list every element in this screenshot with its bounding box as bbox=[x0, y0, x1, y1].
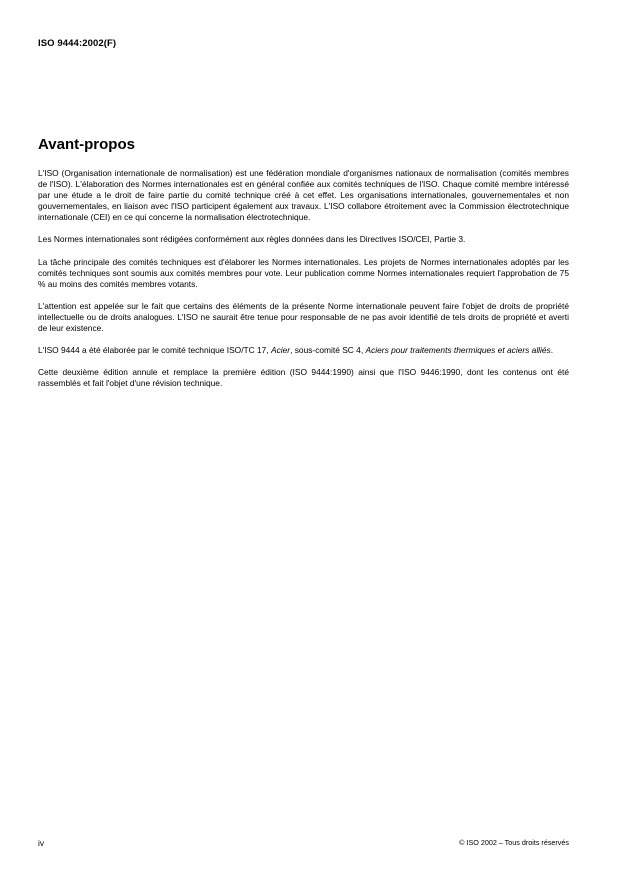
paragraph-iso-organisation: L'ISO (Organisation internationale de normalisation) est une fédération mondiale d'organismes nationaux de normalisation (comités membres de l'ISO). L'élaboration des Normes internationales est en général confiée aux comités techniques de l'ISO. Chaque comité membre intéressé par une étude a le droit de faire partie du comité technique créé à cet effet. Les organisations internationales, gouvernementales et non gouvernementales, en liaison avec l'ISO participent également aux travaux. L'ISO collabore étroitement avec la Commission électrotechnique internationale (CEI) en ce qui concerne la normalisation électrotechnique. bbox=[38, 168, 569, 223]
document-reference: ISO 9444:2002(F) bbox=[38, 38, 117, 49]
subcommittee-name-italic: Aciers pour traitements thermiques et aciers alliés bbox=[365, 345, 551, 356]
committee-text-2: , sous-comité SC 4, bbox=[290, 345, 366, 356]
paragraph-committee-reference bbox=[38, 345, 569, 356]
section-title: Avant-propos bbox=[38, 136, 135, 153]
paragraph-directives: Les Normes internationales sont rédigées conformément aux règles données dans les Directives ISO/CEI, Partie 3. bbox=[38, 234, 466, 245]
paragraph-technical-committees: La tâche principale des comités techniques est d'élaborer les Normes internationales. Les projets de Normes internationales adoptés par les comités techniques sont soumis aux comités membres pour vote. Leur publication comme Normes internationales requiert l'approbation de 75 % au moins des comités membres votants. bbox=[38, 256, 569, 289]
page-number: iv bbox=[38, 838, 45, 848]
paragraph-patent-rights: L'attention est appelée sur le fait que certains des éléments de la présente Norme internationale peuvent faire l'objet de droits de propriété intellectuelle ou de droits analogues. L'ISO ne saurait être tenue pour responsable de ne pas avoir identifié de tels droits de propriété et averti de leur existence. bbox=[38, 300, 569, 334]
committee-text-1: L'ISO 9444 a été élaborée par le comité technique ISO/TC 17, bbox=[38, 345, 271, 356]
committee-text-3: . bbox=[550, 345, 554, 356]
foreword-body bbox=[38, 168, 569, 400]
paragraph-edition: Cette deuxième édition annule et remplace la première édition (ISO 9444:1990) ainsi que l'ISO 9446:1990, dont les contenus ont été rassemblés et fait l'objet d'une révision technique. bbox=[38, 367, 569, 389]
committee-name-italic: Acier bbox=[270, 345, 291, 356]
copyright-notice: © ISO 2002 – Tous droits réservés bbox=[459, 838, 569, 847]
